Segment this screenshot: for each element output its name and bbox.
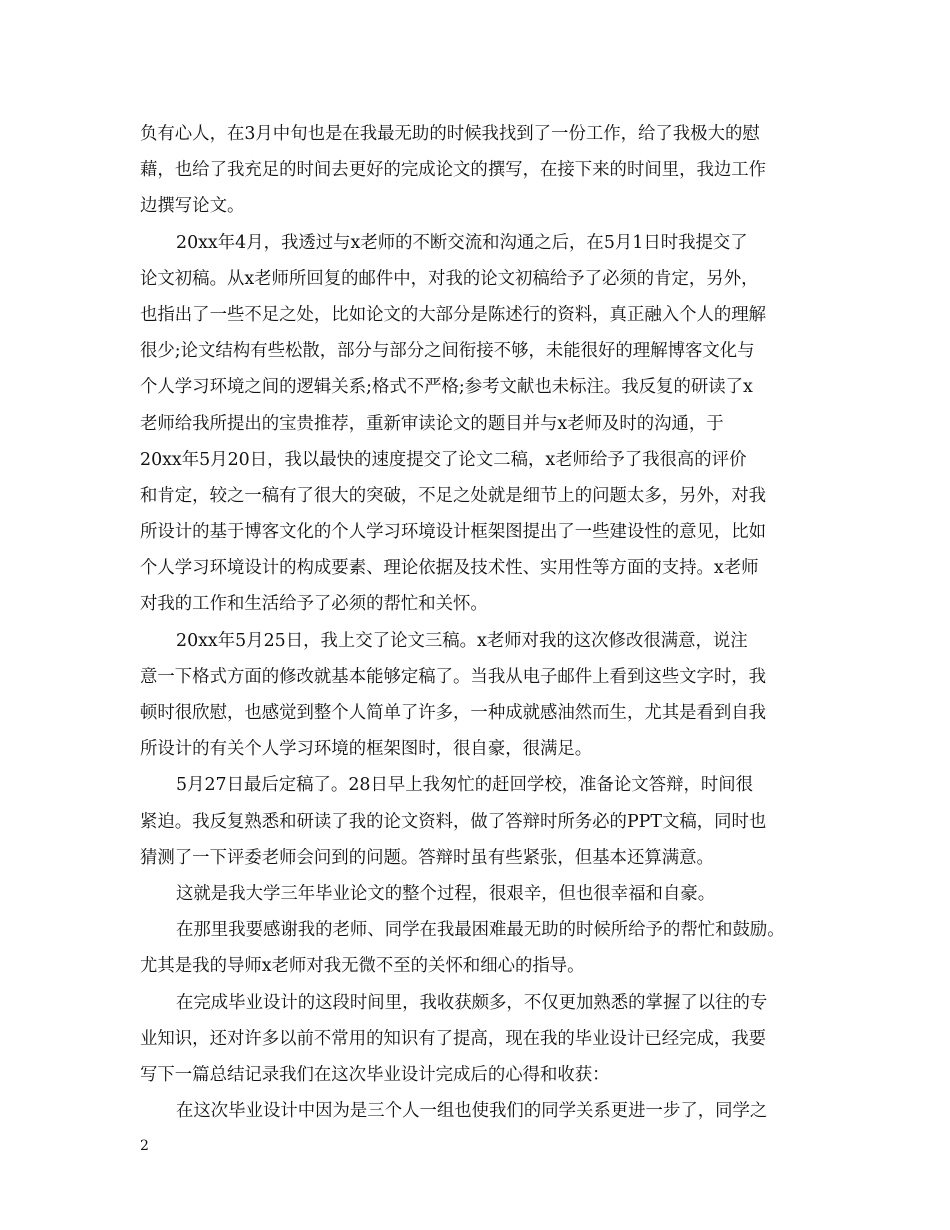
text-line: 尤其是我的导师x老师对我无微不至的关怀和细心的指导。 — [140, 956, 585, 977]
text-line: 对我的工作和生活给予了必须的帮忙和关怀。 — [140, 594, 488, 615]
text-line: 紧迫。我反复熟悉和研读了我的论文资料，做了答辩时所务必的PPT文稿，同时也 — [140, 811, 767, 832]
text-line: 所设计的有关个人学习环境的框架图时，很自豪，很满足。 — [140, 739, 593, 760]
text-line: 负有心人，在3月中旬也是在我最无助的时候我找到了一份工作，给了我极大的慰 — [140, 124, 760, 144]
paragraph-first-line: 5月27日最后定稿了。28日早上我匆忙的赶回学校，准备论文答辩，时间很 — [176, 775, 754, 796]
paragraph-first-line: 这就是我大学三年毕业论文的整个过程，很艰辛，但也很幸福和自豪。 — [176, 883, 716, 904]
text-line: 意一下格式方面的修改就基本能够定稿了。当我从电子邮件上看到这些文字时，我 — [140, 666, 767, 687]
text-line: 藉，也给了我充足的时间去更好的完成论文的撰写，在接下来的时间里，我边工作 — [140, 160, 767, 181]
text-line: 老师给我所提出的宝贵推荐，重新审读论文的题目并与x老师及时的沟通，于 — [140, 413, 724, 434]
page-number: 2 — [140, 1138, 149, 1154]
text-line: 个人学习环境设计的构成要素、理论依据及技术性、实用性等方面的支持。x老师 — [140, 558, 759, 579]
paragraph-first-line: 20xx年5月25日，我上交了论文三稿。x老师对我的这次修改很满意，说注 — [176, 630, 748, 651]
text-line: 个人学习环境之间的逻辑关系;格式不严格;参考文献也未标注。我反复的研读了x — [140, 377, 753, 398]
paragraph-first-line: 在完成毕业设计的这段时间里，我收获颇多，不仅更加熟悉的掌握了以往的专 — [176, 992, 768, 1013]
text-line: 很少;论文结构有些松散，部分与部分之间衔接不够，未能很好的理解博客文化与 — [140, 341, 755, 362]
text-line: 顿时很欣慰，也感觉到整个人简单了许多，一种成就感油然而生，尤其是看到自我 — [140, 703, 767, 723]
text-line: 所设计的基于博客文化的个人学习环境设计框架图提出了一些建设性的意见，比如 — [140, 522, 767, 543]
text-line: 业知识，还对许多以前不常用的知识有了提高，现在我的毕业设计已经完成，我要 — [140, 1028, 767, 1049]
text-line: 和肯定，较之一稿有了很大的突破，不足之处就是细节上的问题太多，另外，对我 — [140, 485, 767, 506]
document-body — [140, 116, 818, 1129]
paragraph-first-line: 20xx年4月，我透过与x老师的不断交流和沟通之后，在5月1日时我提交了 — [176, 232, 748, 253]
text-line: 写下一篇总结记录我们在这次毕业设计完成后的心得和收获： — [140, 1064, 610, 1085]
text-line: 边撰写论文。 — [140, 196, 245, 217]
paragraph-first-line: 在这次毕业设计中因为是三个人一组也使我们的同学关系更进一步了，同学之 — [176, 1101, 768, 1122]
text-line: 也指出了一些不足之处，比如论文的大部分是陈述行的资料，真正融入个人的理解 — [140, 304, 767, 325]
text-line: 20xx年5月20日，我以最快的速度提交了论文二稿，x老师给予了我很高的评价 — [140, 449, 747, 470]
paragraph-first-line: 在那里我要感谢我的老师、同学在我最困难最无助的时候所给予的帮忙和鼓励。 — [176, 920, 785, 941]
text-line: 猜测了一下评委老师会问到的问题。答辩时虽有些紧张，但基本还算满意。 — [140, 847, 714, 868]
text-line: 论文初稿。从x老师所回复的邮件中，对我的论文初稿给予了必须的肯定，另外， — [140, 268, 759, 289]
